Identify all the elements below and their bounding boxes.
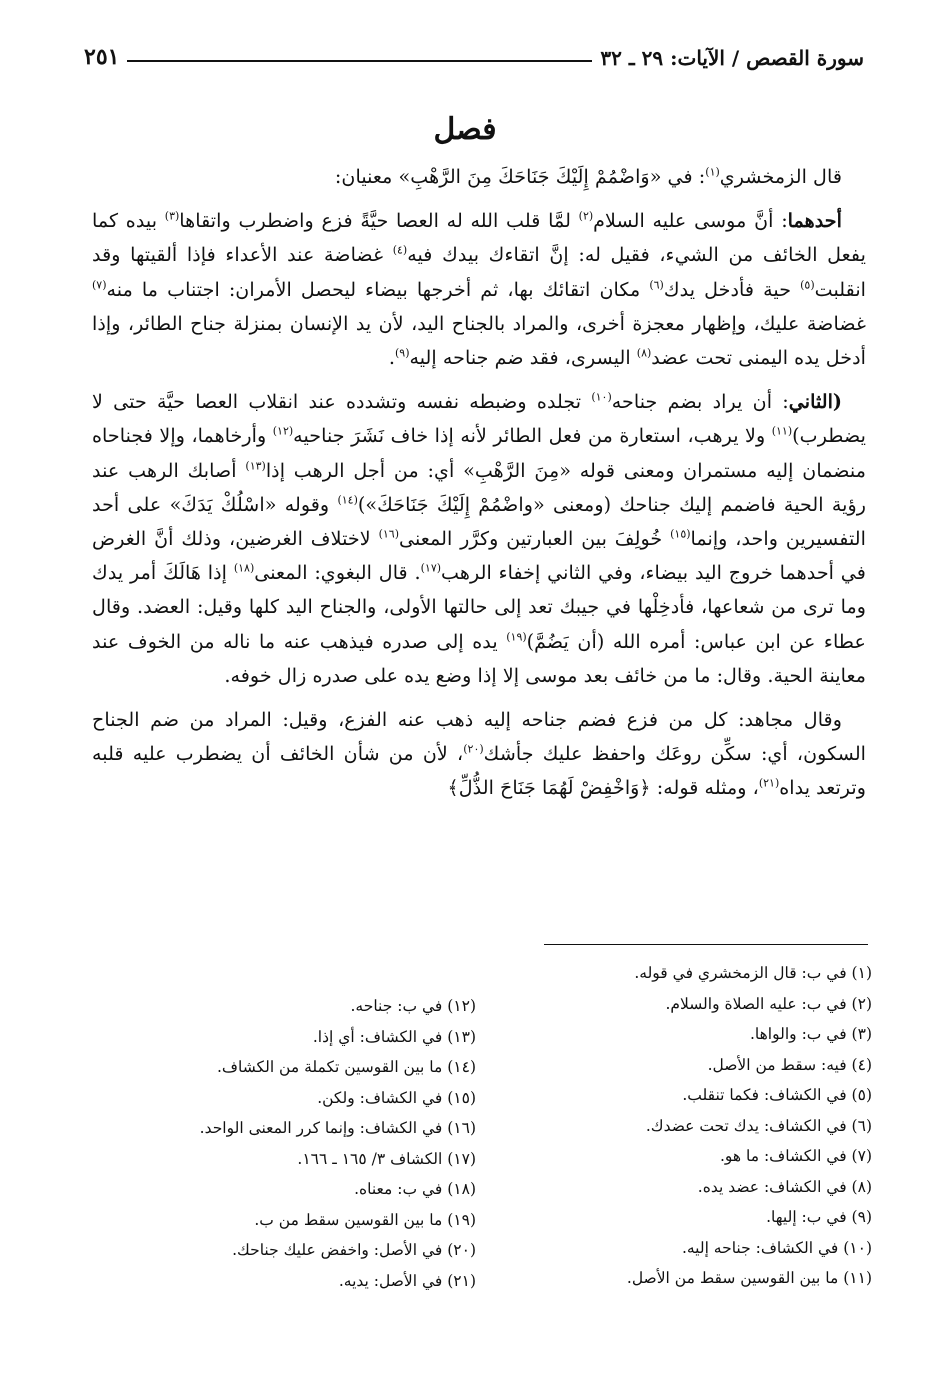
footnote-ref: (١٧) — [420, 561, 442, 575]
footnote-ref: (٣) — [164, 209, 180, 223]
text-run: لاختلاف الغرضين، وذلك أنَّ الغرض في أحدهما خروج اليد بيضاء، وفي الثاني إخفاء الرهب — [92, 527, 866, 585]
footnote: (١٢) في ب: جناحه. — [350, 997, 476, 1015]
page-number: ٢٥١ — [84, 44, 120, 70]
text-run: أصابك الرهب عند رؤية الحية فاضمم إليك جناحك (ومعنى «واضْمُمْ إِلَيْكَ جَنَاحَكَ») — [92, 458, 866, 516]
text-run: : في «وَاضْمُمْ إِلَيْكَ جَنَاحَكَ مِنَ الرَّهْبِ» معنيان: — [334, 165, 706, 188]
footnote-ref: (٨) — [636, 346, 652, 360]
text-run: : أنَّ موسى عليه السلام — [593, 209, 788, 233]
footnote-ref: (٢) — [578, 209, 594, 223]
paragraph — [92, 703, 866, 806]
footnote-ref: (٤) — [392, 244, 408, 258]
footnotes-right-column — [560, 958, 872, 1294]
text-run: ، لأن من شأن الخائف أن يضطرب عليه قلبه وترتعد يداه — [92, 742, 866, 800]
footnote-ref: (١١) — [771, 425, 793, 439]
footnote: (٧) في الكشاف: ما هو. — [719, 1147, 872, 1165]
footnote: (٢) في ب: عليه الصلاة والسلام. — [665, 994, 872, 1013]
paragraph — [92, 160, 866, 194]
footnote: (١٤) ما بين القوسين تكملة من الكشاف. — [217, 1058, 476, 1076]
text-run: . قال البغوي: المعنى — [254, 561, 421, 585]
footnote: (١١) ما بين القوسين سقط من الأصل. — [626, 1269, 872, 1287]
text-run: غضاضة عليك، وإظهار معجزة أخرى، والمراد بالجناح اليد، لأن يد الإنسان بمنزلة جناح الطائر، وإذا أدخل يده اليمنى تحت عضد — [92, 311, 866, 370]
header-rule — [127, 60, 592, 62]
text-run: يده إلى صدره فيذهب عنه ما ناله من الخوف عند معاينة الحية. وقال: ما من خائف بعد موسى إلا إذا وضع يده على صدره زال خوفه. — [92, 629, 866, 687]
text-run: وأرخاهما، وإلا فجناحاه منضمان إليه مستمران ومعنى قوله «مِنَ الرَّهْبِ» أي: من أجل الرهب إذا — [92, 424, 867, 482]
text-run: مكان اتقائك بها، ثم أخرجها بيضاء ليحصل الأمران: اجتناب ما منه — [106, 277, 650, 301]
text-run: . — [388, 346, 395, 370]
main-text — [92, 160, 866, 816]
footnote: (١٥) في الكشاف: ولكن. — [317, 1088, 476, 1107]
footnote-ref: (١٨) — [233, 561, 255, 575]
footnote-separator — [544, 944, 868, 945]
text-run: بيده كما يفعل الخائف من الشيء، فقيل له: إنَّ اتقاءك بيدك فيه — [92, 209, 866, 267]
footnote-ref: (١٠) — [591, 390, 612, 404]
footnote: (٤) فيه: سقط من الأصل. — [707, 1055, 872, 1074]
footnote: (٦) في الكشاف: يدك تحت عضدك. — [645, 1116, 872, 1135]
footnote: (١٦) في الكشاف: وإنما كرر المعنى الواحد. — [199, 1119, 476, 1137]
footnote-ref: (١٥) — [670, 527, 691, 541]
footnote: (١٠) في الكشاف: جناحه إليه. — [681, 1238, 872, 1257]
section-heading: فصل — [433, 112, 497, 147]
footnote-ref: (١٣) — [245, 459, 266, 473]
text-run: اليسرى، فقد ضم جناحه إليه — [409, 346, 637, 370]
footnote-ref: (١٢) — [272, 425, 294, 439]
footnote-ref: (٢١) — [758, 777, 780, 791]
running-title: سورة القصص / الآيات: ٢٩ ـ ٣٢ — [600, 46, 864, 70]
paragraph — [92, 385, 866, 693]
footnote-ref: (٩) — [394, 346, 410, 360]
footnote: (١٨) في ب: معناه. — [354, 1180, 476, 1198]
text-run: خُولِفَ بين العبارتين وكرَّر المعنى — [399, 527, 671, 551]
footnote: (٨) في الكشاف: عضد يده. — [697, 1177, 872, 1196]
text-run: : أن يراد بضم جناحه — [611, 390, 789, 414]
footnote: (١٣) في الكشاف: أي إذا. — [312, 1027, 476, 1046]
text-run: قال الزمخشري — [719, 165, 842, 188]
footnote-ref: (١٦) — [378, 527, 399, 541]
text-run: وقال مجاهد: كل من فزع فضم جناحه إليه ذهب عنه الفزع، وقيل: المراد من ضم الجناح السكون، أي: سكِّن روعَك واحفظ عليك جأشك — [92, 708, 866, 766]
text-run: ولا يرهب، استعارة من فعل الطائر لأنه إذا خاف نَشَرَ جناحيه — [293, 424, 772, 448]
footnote: (١٩) ما بين القوسين سقط من ب. — [254, 1210, 476, 1229]
footnote: (٩) في ب: إليها. — [766, 1208, 872, 1226]
footnote-ref: (١٤) — [337, 493, 358, 507]
footnote: (١٧) الكشاف ٣/ ١٦٥ ـ ١٦٦. — [297, 1149, 476, 1168]
bold-lead: (الثاني — [788, 390, 842, 414]
text-run: حية فأدخل يدك — [663, 277, 801, 301]
text-run: غضاضة عند الأعداء فإذا ألقيتها وقد انقلبت — [92, 243, 866, 301]
footnote-ref: (٦) — [649, 278, 664, 292]
footnote-ref: (١) — [705, 165, 720, 179]
paragraph — [92, 204, 866, 375]
text-run: تجلده وضبطه نفسه وتشدده عند انقلاب العصا حيَّة حتى لا يضطرب) — [92, 390, 866, 448]
footnote-ref: (٥) — [800, 278, 815, 292]
footnote-ref: (٢٠) — [463, 742, 484, 756]
bold-lead: أحدهما — [787, 209, 842, 233]
footnote-ref: (٧) — [92, 278, 107, 292]
footnote: (٢١) في الأصل: يديه. — [338, 1271, 476, 1290]
text-run: وقوله «اسْلُكْ يَدَكَ» على أحد التفسيرين واحد، وإنما — [92, 492, 866, 551]
footnotes-left-column — [146, 991, 476, 1296]
running-header — [84, 36, 864, 70]
footnote: (٢٠) في الأصل: واخفض عليك جناحك. — [232, 1241, 476, 1259]
footnote: (١) في ب: قال الزمخشري في قوله. — [634, 964, 872, 982]
footnote-ref: (١٩) — [506, 630, 527, 644]
text-run: ، ومثله قوله: ﴿وَاخْفِضْ لَهُمَا جَنَاحَ الذُّلِّ﴾ — [447, 776, 759, 800]
text-run: إذا هَالَكَ أمر يدك وما ترى من شعاعها، فأدخِلْها في جيبك تعد إلى حالتها الأولى، والجناح اليد كلها وقيل: العضد. وقال عطاء عن ابن عباس: أمره الله (أن يَضُمَّ) — [92, 561, 866, 653]
footnote: (٥) في الكشاف: فكما تنقلب. — [682, 1086, 872, 1104]
footnote: (٣) في ب: والواها. — [749, 1025, 872, 1043]
text-run: لمَّا قلب الله له العصا حيَّةً فزع واضطرب واتقاها — [179, 209, 579, 233]
